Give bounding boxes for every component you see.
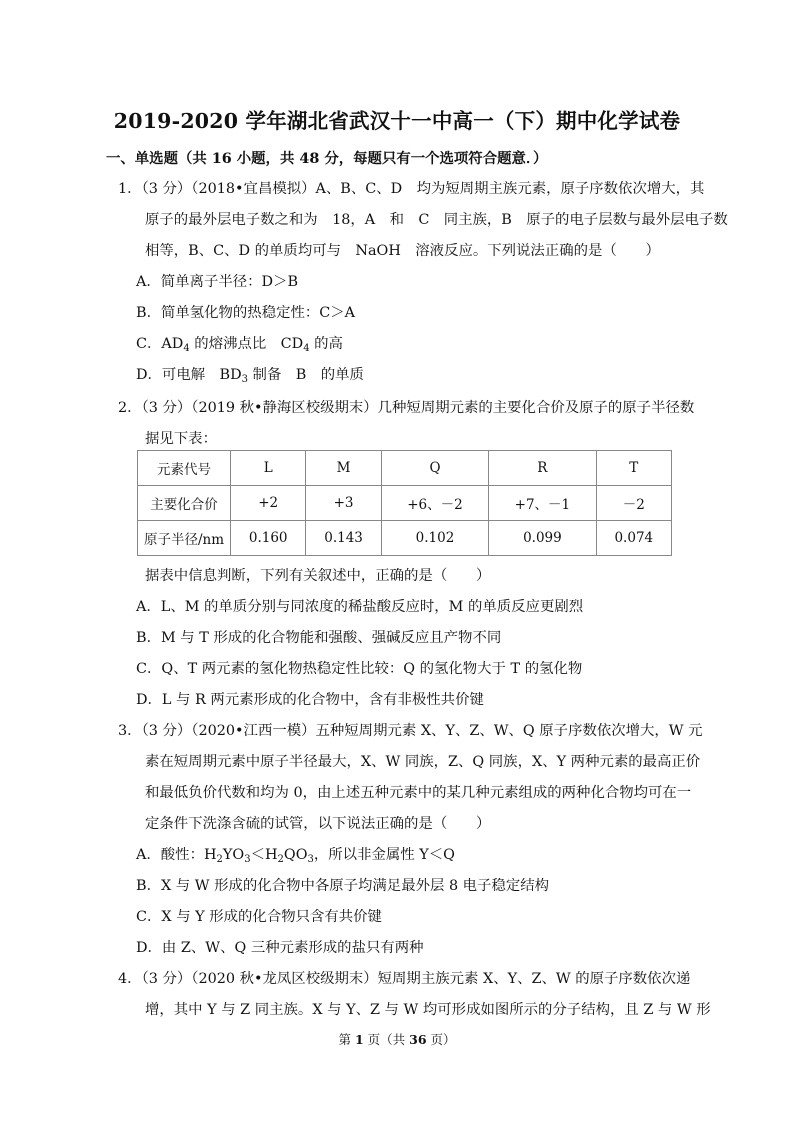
q1-option-d: D．可电解 $BD_3$ 制备 B 的单质	[136, 367, 364, 385]
table-cell: 0.074	[596, 521, 671, 556]
q3-line-2: 素在短周期元素中原子半径最大，X、W 同族，Z、Q 同族，X、Y 两种元素的最高正价	[145, 754, 701, 770]
q3-option-a: A．酸性：$H_2YO_3<H_2QO_3$，所以非金属性 Y＜Q	[136, 847, 455, 865]
table-cell: 0.102	[381, 521, 488, 556]
table-cell: 原子半径/nm	[138, 521, 231, 556]
page-total: 36	[409, 1032, 427, 1047]
q1-option-b: B．简单氢化物的热稳定性：C＞A	[136, 305, 356, 321]
table-cell: 元素代号	[138, 451, 231, 486]
q2-option-b: B．M 与 T 形成的化合物能和强酸、强碱反应且产物不同	[136, 630, 502, 646]
table-cell: 0.160	[231, 521, 306, 556]
element-data-table	[137, 450, 672, 556]
page-title: 2019-2020 学年湖北省武汉十一中高一（下）期中化学试卷	[113, 109, 681, 133]
q3-line-1: 3．（3 分）（2020•江西一模）五种短周期元素 X、Y、Z、W、Q 原子序数依次增大，W 元	[118, 723, 703, 739]
table-cell: 主要化合价	[138, 486, 231, 521]
q3-option-d: D．由 Z、W、Q 三种元素形成的盐只有两种	[136, 940, 424, 956]
section-heading: 一、单选题（共 16 小题，共 48 分，每题只有一个选项符合题意．）	[106, 150, 548, 167]
table-cell: 0.099	[489, 521, 596, 556]
q4-line-1: 4．（3 分）（2020 秋•龙凤区校级期末）短周期主族元素 X、Y、Z、W 的原子序数依次递	[118, 971, 691, 987]
q2-line-2: 据见下表：	[145, 431, 217, 447]
q4-line-2: 增，其中 Y 与 Z 同主族。X 与 Y、Z 与 W 均可形成如图所示的分子结构，且 Z 与 W 形	[145, 1002, 711, 1018]
table-row	[138, 486, 672, 521]
q3-line-4: 定条件下洗涤含硫的试管，以下说法正确的是（ ）	[145, 816, 491, 832]
q3-line-3: 和最低负价代数和均为 0，由上述五种元素中的某几种元素组成的两种化合物均可在一	[145, 785, 692, 801]
q1-option-a: A．简单离子半径：D＞B	[136, 274, 299, 290]
table-row	[138, 451, 672, 486]
q1-line-3: 相等，B、C、D 的单质均可与 NaOH 溶液反应。下列说法正确的是（ ）	[145, 243, 660, 259]
table-cell: －2	[596, 486, 671, 521]
table-row	[138, 521, 672, 556]
q3-option-c: C．X 与 Y 形成的化合物只含有共价键	[136, 909, 382, 925]
table-cell: T	[596, 451, 671, 486]
table-cell: +6、－2	[381, 486, 488, 521]
table-cell: +2	[231, 486, 306, 521]
q1-line-2: 原子的最外层电子数之和为 18，A 和 C 同主族，B 原子的电子层数与最外层电子数	[145, 212, 728, 228]
q1-line-1: 1．（3 分）（2018•宜昌模拟）A、B、C、D 均为短周期主族元素，原子序数依次增大，其	[118, 181, 705, 197]
q2-line-1: 2．（3 分）（2019 秋•静海区校级期末）几种短周期元素的主要化合价及原子的原子半径数	[118, 400, 695, 416]
table-cell: M	[306, 451, 381, 486]
table-cell: 0.143	[306, 521, 381, 556]
q2-prompt: 据表中信息判断，下列有关叙述中，正确的是（ ）	[145, 568, 491, 584]
table-cell: R	[489, 451, 596, 486]
page-footer: 第 1 页（共 36 页）	[338, 1032, 456, 1047]
q1-option-c: C．$AD_4$ 的熔沸点比 $CD_4$ 的高	[136, 336, 343, 354]
q2-option-c: C．Q、T 两元素的氢化物热稳定性比较：Q 的氢化物大于 T 的氢化物	[136, 661, 583, 677]
table-cell: L	[231, 451, 306, 486]
table-cell: +7、－1	[489, 486, 596, 521]
q2-option-a: A．L、M 的单质分别与同浓度的稀盐酸反应时，M 的单质反应更剧烈	[136, 599, 584, 615]
table-cell: +3	[306, 486, 381, 521]
table-cell: Q	[381, 451, 488, 486]
q3-option-b: B．X 与 W 形成的化合物中各原子均满足最外层 8 电子稳定结构	[136, 878, 550, 894]
page-number: 1	[354, 1032, 364, 1047]
q2-option-d: D．L 与 R 两元素形成的化合物中，含有非极性共价键	[136, 692, 484, 708]
